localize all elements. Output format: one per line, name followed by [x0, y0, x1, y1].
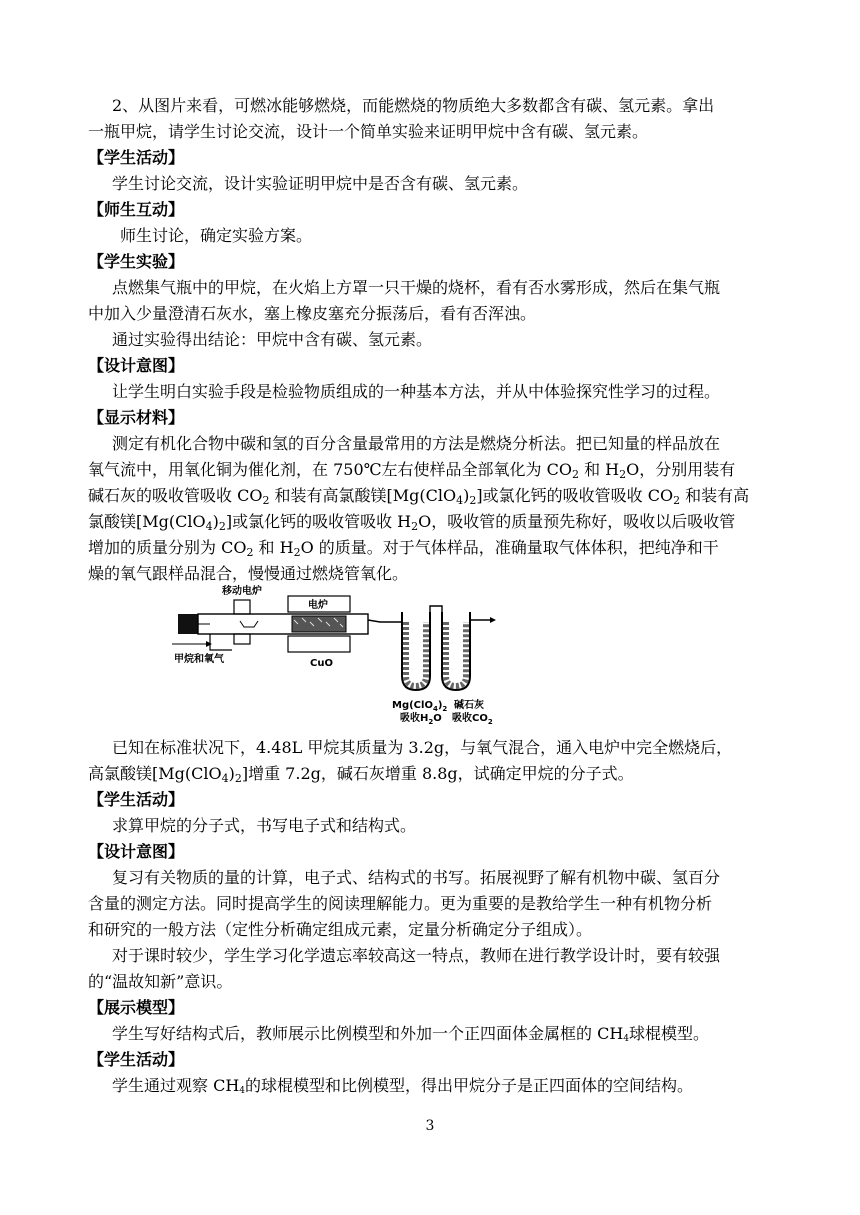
sample-boat — [240, 621, 258, 627]
inlet-pipe — [210, 634, 232, 650]
inlet-label: 甲烷和氧气 — [174, 654, 224, 665]
movable-furnace — [234, 600, 250, 614]
paragraph-line: 通过实验得出结论：甲烷中含有碳、氢元素。 — [112, 330, 433, 349]
paragraph-line: 增加的质量分别为 $CO_2$ 和 $H_2O$ 的质量。对于气体样品，准确量取气体体积，把纯净和干 — [88, 538, 719, 559]
inlet-arrowhead — [206, 641, 212, 647]
outlet-tail — [470, 612, 490, 620]
rubber-stopper — [178, 614, 198, 634]
section-heading: 【学生活动】 — [88, 1050, 185, 1069]
u-tube-1-packing — [406, 622, 426, 686]
section-heading: 【设计意图】 — [88, 842, 185, 861]
section-heading: 【显示材料】 — [88, 408, 185, 427]
u-tube-1-reagent: $Mg(ClO_4)_2$ — [392, 700, 448, 713]
paragraph-line: 学生写好结构式后，教师展示比例模型和外加一个正四面体金属框的 $CH_4$球棍模型。 — [112, 1024, 710, 1044]
paragraph-line: 点燃集气瓶中的甲烷，在火焰上方罩一只干燥的烧杯，看有否水雾形成，然后在集气瓶 — [112, 278, 721, 297]
combustion-apparatus-diagram — [170, 582, 560, 724]
section-heading: 【学生实验】 — [88, 252, 185, 271]
paragraph-line: 含量的测定方法。同时提高学生的阅读理解能力。更为重要的是教给学生一种有机物分析 — [88, 894, 713, 913]
paragraph-line: 复习有关物质的量的计算，电子式、结构式的书写。拓展视野了解有机物中碳、氢百分 — [112, 868, 721, 887]
paragraph-line: 师生讨论，确定实验方案。 — [120, 226, 313, 245]
paragraph-line: 学生讨论交流，设计实验证明甲烷中是否含有碳、氢元素。 — [112, 174, 529, 193]
paragraph-line: 求算甲烷的分子式，书写电子式和结构式。 — [112, 816, 417, 835]
u-tube-1-function: 吸收$H_2O$ — [400, 713, 442, 724]
section-heading: 【学生活动】 — [88, 790, 185, 809]
paragraph-line: 学生通过观察 $CH_4$的球棍模型和比例模型，得出甲烷分子是正四面体的空间结构。 — [112, 1076, 694, 1096]
page-number: 3 — [425, 1118, 435, 1134]
section-heading: 【学生活动】 — [88, 148, 185, 167]
outlet-pipe — [368, 620, 394, 622]
u-tube-2-packing — [446, 622, 466, 686]
paragraph-line: 一瓶甲烷，请学生讨论交流，设计一个简单实验来证明甲烷中含有碳、氢元素。 — [88, 122, 649, 141]
u-tube-2-reagent: 碱石灰 — [454, 700, 484, 711]
furnace-label: 电炉 — [308, 600, 328, 611]
paragraph-line: 中加入少量澄清石灰水，塞上橡皮塞充分振荡后，看有否浑浊。 — [88, 304, 537, 323]
paragraph-line: 让学生明白实验手段是检验物质组成的一种基本方法，并从中体验探究性学习的过程。 — [112, 382, 721, 401]
outlet-arrowhead — [490, 617, 496, 623]
movable-furnace-label: 移动电炉 — [222, 586, 262, 597]
paragraph-line: 和研究的一般方法（定性分析确定组成元素，定量分析确定分子组成）。 — [88, 920, 593, 939]
paragraph-line: 的“温故知新”意识。 — [88, 972, 233, 991]
movable-furnace-lower — [234, 634, 250, 644]
paragraph-line: 测定有机化合物中碳和氢的百分含量最常用的方法是燃烧分析法。把已知量的样品放在 — [112, 434, 721, 453]
electric-furnace-lower — [288, 636, 350, 652]
paragraph-line: 高氯酸镁$[Mg(ClO_4)_2]$增重 7.2g，碱石灰增重 8.8g，试确定甲烷的分子式。 — [88, 764, 634, 785]
paragraph-line: 氧气流中，用氧化铜为催化剂，在 750℃左右使样品全部氧化为 $CO_2$ 和 $H_2O$，分别用装有 — [88, 460, 736, 481]
connector-2 — [430, 606, 442, 612]
section-heading: 【展示模型】 — [88, 998, 185, 1017]
connector-1 — [394, 612, 402, 622]
section-heading: 【师生互动】 — [88, 200, 185, 219]
section-heading: 【设计意图】 — [88, 356, 185, 375]
u-tube-2-function: 吸收$CO_2$ — [452, 713, 493, 724]
cuo-label: CuO — [310, 658, 333, 669]
paragraph-line: 对于课时较少，学生学习化学遗忘率较高这一特点，教师在进行教学设计时，要有较强 — [112, 946, 721, 965]
paragraph-line: 燥的氧气跟样品混合，慢慢通过燃烧管氧化。 — [88, 564, 409, 583]
paragraph-line: 碱石灰的吸收管吸收 $CO_2$ 和装有高氯酸镁$[Mg(ClO_4)_2]$或氯化钙的吸收管吸收 $CO_2$ 和装有高 — [88, 486, 750, 507]
paragraph-line: 已知在标准状况下，4.48L 甲烷其质量为 3.2g，与氧气混合，通入电炉中完全燃烧后， — [112, 738, 733, 757]
paragraph-line: 2、从图片来看，可燃冰能够燃烧，而能燃烧的物质绝大多数都含有碳、氢元素。拿出 — [112, 96, 715, 115]
paragraph-line: 氯酸镁$[Mg(ClO_4)_2]$或氯化钙的吸收管吸收 $H_2O$，吸收管的质量预先称好，吸收以后吸收管 — [88, 512, 736, 533]
